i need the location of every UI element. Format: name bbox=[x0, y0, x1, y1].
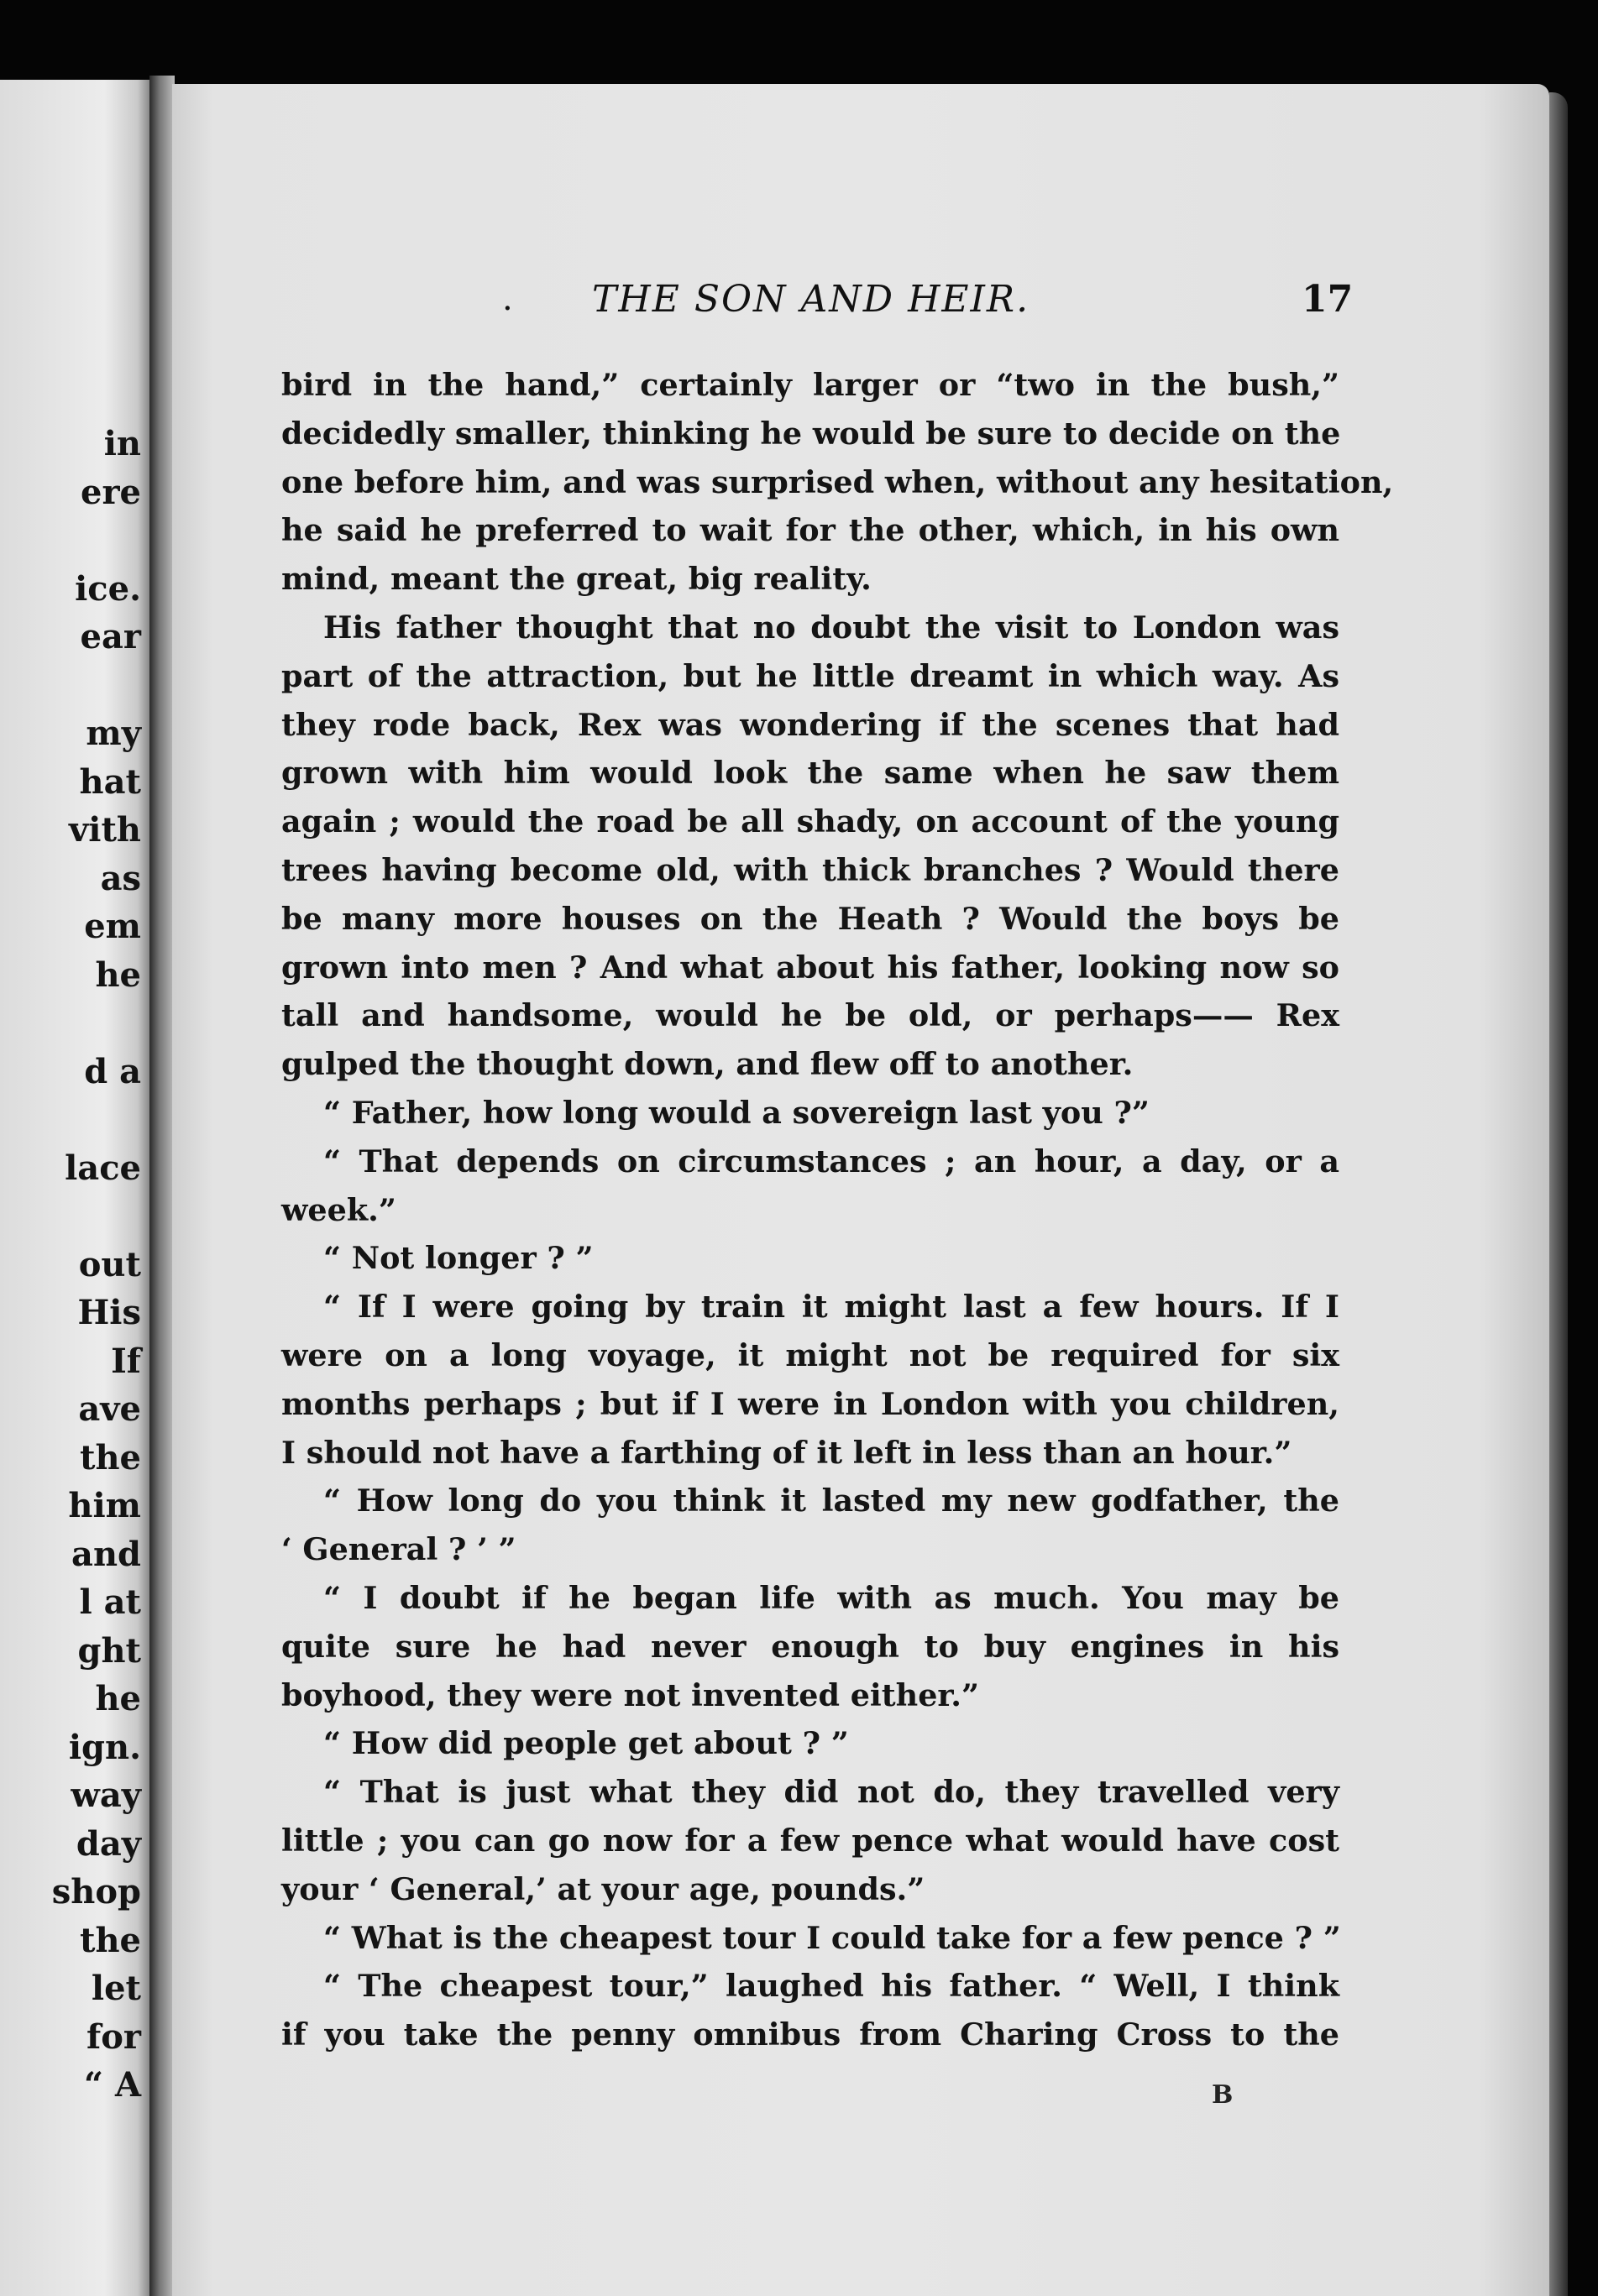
facing-page-line: in bbox=[103, 424, 141, 463]
text-line: bird in the hand,” certainly larger or “two in the bush,” bbox=[281, 367, 1339, 403]
page-header bbox=[172, 273, 1549, 323]
facing-page-line: the bbox=[79, 1920, 141, 1960]
text-line: “ If I were going by train it might last a few hours. If I bbox=[323, 1289, 1339, 1326]
facing-page-line: lace bbox=[65, 1148, 141, 1188]
facing-page-line: for bbox=[86, 2016, 141, 2057]
facing-page-line: my bbox=[86, 714, 141, 753]
text-line: ‘ General ? ’ ” bbox=[281, 1531, 516, 1568]
text-line: week.” bbox=[281, 1191, 396, 1228]
facing-page-line bbox=[52, 999, 141, 1048]
facing-page-line: ear bbox=[80, 617, 141, 656]
facing-page-line: as bbox=[100, 858, 141, 898]
text-line: they rode back, Rex was wondering if the scenes that had bbox=[281, 706, 1339, 743]
page-number: 17 bbox=[1302, 278, 1354, 321]
text-line: decidedly smaller, thinking he would be sure to decide on the bbox=[281, 415, 1341, 452]
facing-page-line: the bbox=[79, 1437, 141, 1477]
facing-page-line bbox=[52, 1096, 141, 1144]
text-line: grown into men ? And what about his father, looking now so bbox=[281, 949, 1339, 986]
facing-page-line: d a bbox=[84, 1051, 141, 1091]
text-line: if you take the penny omnibus from Charing Cross to the bbox=[281, 2016, 1339, 2053]
facing-page-fragment bbox=[0, 80, 149, 2296]
facing-page-line: and bbox=[71, 1534, 141, 1574]
text-line: one before him, and was surprised when, without any hesitation, bbox=[281, 463, 1394, 500]
facing-page-line bbox=[52, 662, 141, 710]
text-line: “ That depends on circumstances ; an hour, a day, or a bbox=[323, 1143, 1339, 1179]
facing-page-line: way bbox=[71, 1776, 141, 1815]
text-line: mind, meant the great, big reality. bbox=[281, 561, 872, 598]
facing-page-line: he bbox=[95, 1679, 141, 1718]
facing-page-line bbox=[52, 1192, 141, 1241]
facing-page-line: If bbox=[111, 1341, 141, 1381]
facing-page-line: let bbox=[91, 1969, 141, 2008]
text-line: little ; you can go now for a few pence what would have cost bbox=[281, 1822, 1339, 1859]
text-line: “ The cheapest tour,” laughed his father. “ Well, I think bbox=[323, 1968, 1339, 2005]
facing-page-line: day bbox=[76, 1823, 141, 1864]
facing-page-line: him bbox=[68, 1486, 141, 1525]
facing-page-line: ave bbox=[78, 1389, 141, 1429]
facing-page-line: he bbox=[95, 954, 141, 995]
text-line: I should not have a farthing of it left in less than an hour.” bbox=[281, 1434, 1292, 1471]
facing-page-line: l at bbox=[79, 1582, 141, 1622]
page-edge-shadow bbox=[1549, 92, 1568, 2296]
facing-page-text bbox=[52, 420, 141, 2110]
text-line: “ What is the cheapest tour I could take for a few pence ? ” bbox=[323, 1919, 1341, 1956]
book-page bbox=[172, 84, 1549, 2296]
facing-page-line: out bbox=[78, 1244, 141, 1284]
text-line: be many more houses on the Heath ? Would the boys be bbox=[281, 900, 1339, 937]
text-line: “ I doubt if he began life with as much. You may be bbox=[323, 1579, 1339, 1616]
facing-page-line bbox=[52, 516, 141, 565]
text-line: trees having become old, with thick branches ? Would there bbox=[281, 851, 1339, 888]
book-gutter bbox=[149, 76, 175, 2296]
text-line: boyhood, they were not invented either.” bbox=[281, 1676, 979, 1713]
facing-page-line: His bbox=[77, 1293, 141, 1332]
text-line: “ That is just what they did not do, they travelled very bbox=[323, 1774, 1339, 1811]
signature-mark: B bbox=[1212, 2080, 1234, 2110]
facing-page-line: “ A bbox=[84, 2065, 141, 2105]
facing-page-line: ice. bbox=[75, 568, 141, 609]
header-dot: . bbox=[502, 280, 513, 318]
text-line: grown with him would look the same when he saw them bbox=[281, 755, 1339, 792]
text-line: tall and handsome, would he be old, or perhaps—— Rex bbox=[281, 997, 1339, 1034]
text-line: “ Not longer ? ” bbox=[323, 1240, 594, 1277]
text-line: again ; would the road be all shady, on account of the young bbox=[281, 803, 1339, 840]
text-line: quite sure he had never enough to buy engines in his bbox=[281, 1628, 1339, 1665]
text-line: part of the attraction, but he little dreamt in which way. As bbox=[281, 657, 1339, 694]
running-title: THE SON AND HEIR. bbox=[592, 278, 1030, 321]
text-line: gulped the thought down, and flew off to another. bbox=[281, 1046, 1134, 1083]
text-line: months perhaps ; but if I were in London with you children, bbox=[281, 1385, 1339, 1422]
text-line: he said he preferred to wait for the other, which, in his own bbox=[281, 512, 1339, 549]
facing-page-line: vith bbox=[69, 810, 141, 850]
facing-page-line: hat bbox=[79, 761, 141, 802]
text-line: were on a long voyage, it might not be required for six bbox=[281, 1336, 1339, 1373]
text-line: “ How did people get about ? ” bbox=[323, 1725, 849, 1762]
facing-page-line: ght bbox=[77, 1630, 141, 1671]
body-text bbox=[281, 361, 1394, 2059]
text-line: your ‘ General,’ at your age, pounds.” bbox=[281, 1870, 925, 1907]
text-line: “ Father, how long would a sovereign last you ?” bbox=[323, 1094, 1150, 1131]
text-line: His father thought that no doubt the visit to London was bbox=[323, 609, 1339, 646]
facing-page-line: em bbox=[84, 907, 141, 946]
text-line: “ How long do you think it lasted my new godfather, the bbox=[323, 1483, 1339, 1519]
facing-page-line: ign. bbox=[68, 1727, 141, 1767]
facing-page-line: shop bbox=[51, 1872, 141, 1912]
facing-page-line: ere bbox=[81, 472, 141, 512]
